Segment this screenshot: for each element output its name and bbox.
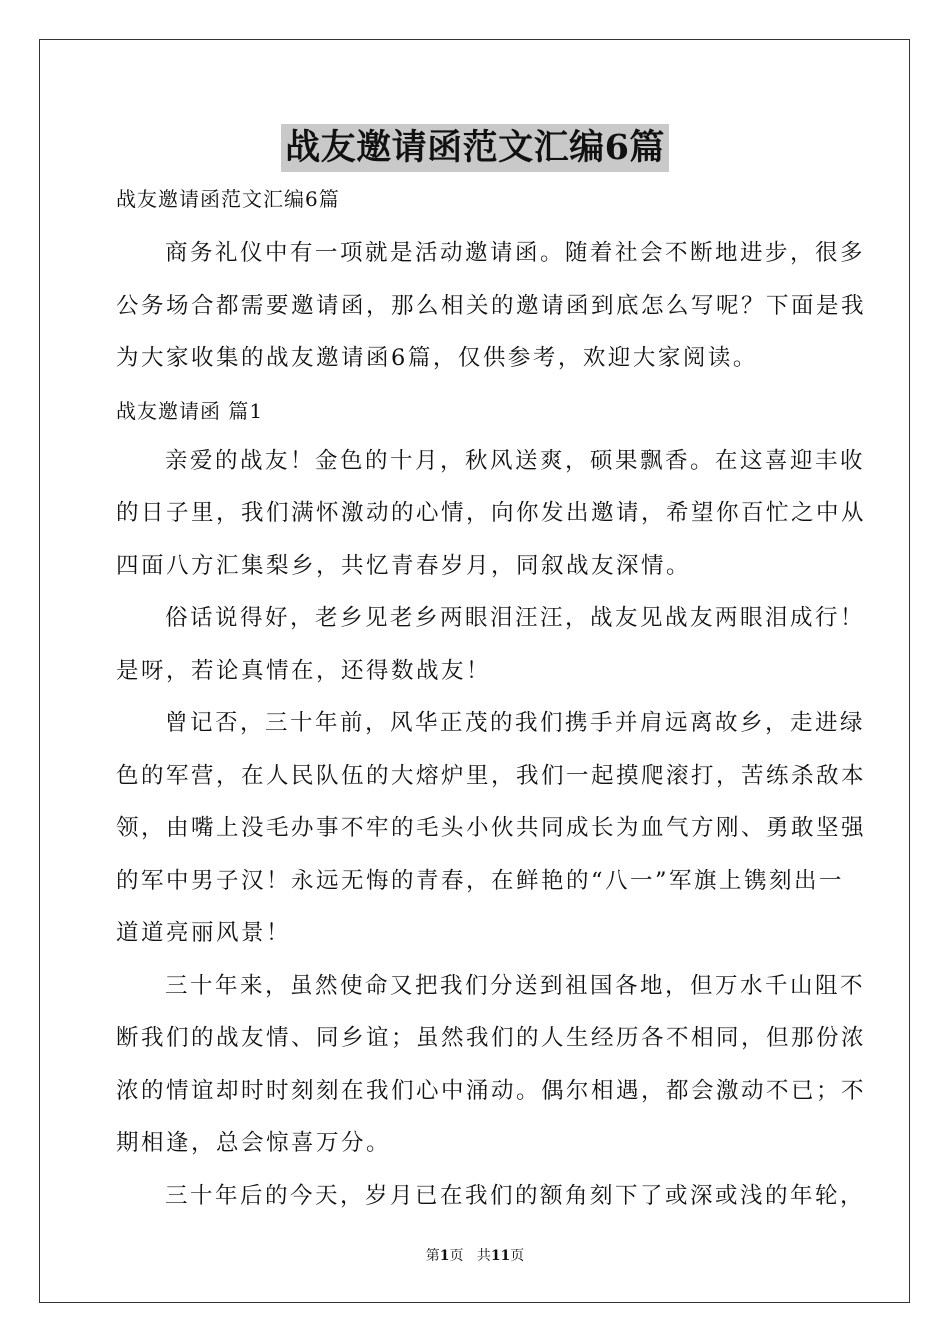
body-line: 的军中男子汉！永远无悔的青春，在鲜艳的“八一”军旗上镌刻出一 [116, 867, 845, 894]
body-line: 三十年来，虽然使命又把我们分送到祖国各地，但万水千山阻不 [165, 972, 866, 999]
body-line: 四面八方汇集梨乡，共忆青春岁月，同叙战友深情。 [116, 552, 692, 579]
total-label: 共 [476, 1248, 491, 1264]
body-line: 道道亮丽风景！ [116, 920, 292, 946]
document-body [116, 179, 867, 1228]
document-title: 战友邀请函范文汇编6篇 [281, 124, 669, 172]
total-unit: 页 [510, 1248, 525, 1264]
body-line: 公务场合都需要邀请函，那么相关的邀请函到底怎么写呢？下面是我 [116, 292, 867, 319]
page-number: 1 [439, 1248, 450, 1264]
section-heading: 战友邀请函 篇1 [116, 398, 264, 423]
body-line: 是呀，若论真情在，还得数战友！ [116, 657, 492, 684]
title-wrap [0, 124, 950, 172]
body-line: 亲爱的战友！金色的十月，秋风送爽，硕果飘香。在这喜迎丰收 [165, 447, 866, 474]
document-subtitle: 战友邀请函范文汇编6篇 [116, 187, 340, 211]
total-pages: 11 [490, 1248, 511, 1264]
body-line: 浓的情谊却时时刻刻在我们心中涌动。偶尔相遇，都会激动不已；不 [116, 1077, 867, 1104]
body-line: 商务礼仪中有一项就是活动邀请函。随着社会不断地进步，很多 [165, 240, 866, 266]
body-line: 色的军营，在人民队伍的大熔炉里，我们一起摸爬滚打，苦练杀敌本 [116, 762, 867, 789]
body-line: 三十年后的今天，岁月已在我们的额角刻下了或深或浅的年轮， [165, 1182, 866, 1209]
page-unit: 页 [449, 1248, 464, 1264]
body-line: 为大家收集的战友邀请函6篇，仅供参考，欢迎大家阅读。 [116, 345, 758, 371]
body-line: 曾记否，三十年前，风华正茂的我们携手并肩远离故乡，走进绿 [165, 710, 866, 736]
body-line: 断我们的战友情、同乡谊；虽然我们的人生经历各不相同，但那份浓 [116, 1025, 867, 1051]
body-line: 期相逢，总会惊喜万分。 [116, 1130, 392, 1156]
body-line: 的日子里，我们满怀激动的心情，向你发出邀请，希望你百忙之中从 [116, 500, 867, 526]
body-line: 俗话说得好，老乡见老乡两眼泪汪汪，战友见战友两眼泪成行！ [165, 605, 866, 631]
page-label: 第 [425, 1248, 440, 1264]
page-footer [0, 1246, 950, 1266]
body-line: 领，由嘴上没毛办事不牢的毛头小伙共同成长为血气方刚、勇敢坚强 [116, 815, 867, 841]
